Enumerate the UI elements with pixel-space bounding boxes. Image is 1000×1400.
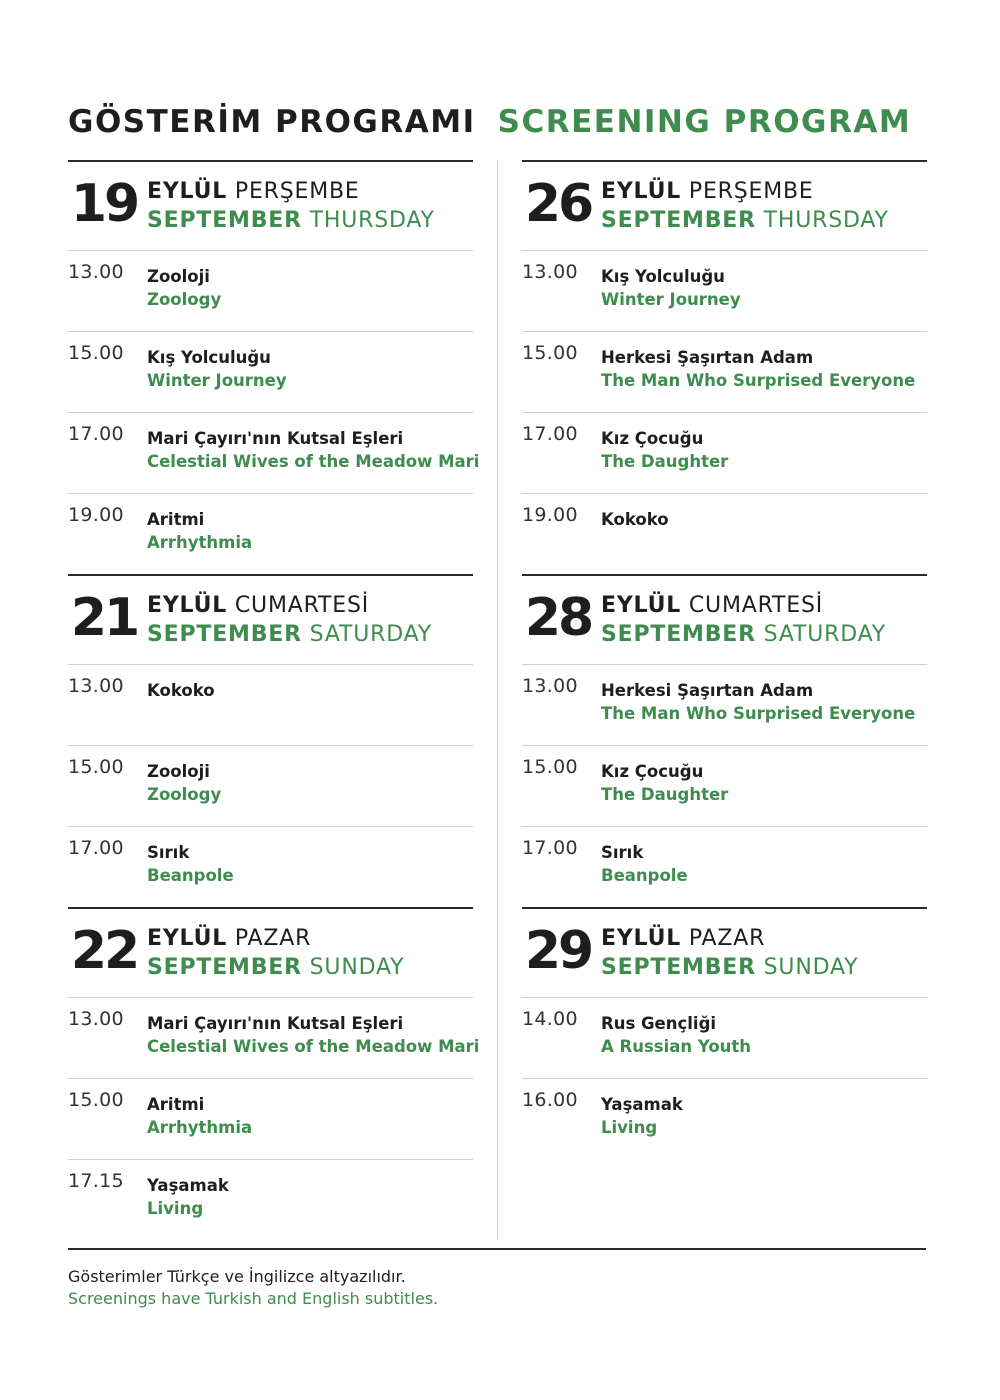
screening-slot bbox=[522, 413, 927, 494]
month-turkish: EYLÜL bbox=[147, 179, 228, 204]
film-title-turkish: Kış Yolculuğu bbox=[147, 348, 271, 367]
day-label-english bbox=[601, 953, 858, 982]
film-title bbox=[601, 1012, 751, 1058]
film-title-turkish: Herkesi Şaşırtan Adam bbox=[601, 348, 814, 367]
screening-time: 19.00 bbox=[522, 504, 578, 526]
screening-time: 15.00 bbox=[522, 342, 578, 364]
film-title bbox=[147, 760, 221, 806]
screening-time: 15.00 bbox=[68, 342, 124, 364]
day-labels bbox=[147, 591, 432, 649]
screening-slot bbox=[522, 746, 927, 827]
screening-slot bbox=[522, 1079, 927, 1159]
film-title bbox=[601, 841, 688, 887]
column-divider bbox=[497, 160, 498, 1240]
weekday-turkish: PAZAR bbox=[688, 926, 766, 951]
film-title-turkish: Kız Çocuğu bbox=[601, 762, 704, 781]
weekday-english: SUNDAY bbox=[309, 955, 405, 980]
film-title-english: The Daughter bbox=[601, 785, 729, 804]
month-turkish: EYLÜL bbox=[147, 593, 228, 618]
day-header bbox=[522, 907, 927, 998]
month-english: SEPTEMBER bbox=[147, 622, 302, 647]
screening-slot bbox=[68, 1079, 473, 1160]
film-title bbox=[147, 1012, 479, 1058]
film-title-turkish: Zooloji bbox=[147, 762, 210, 781]
film-title bbox=[601, 760, 728, 806]
screening-time: 13.00 bbox=[68, 675, 124, 697]
film-title bbox=[601, 427, 728, 473]
day-number: 21 bbox=[70, 588, 138, 648]
film-title-english: Living bbox=[147, 1199, 204, 1218]
weekday-english: SUNDAY bbox=[763, 955, 859, 980]
film-title-turkish: Rus Gençliği bbox=[601, 1014, 717, 1033]
schedule-column-right bbox=[522, 160, 927, 1159]
screening-time: 17.00 bbox=[522, 837, 578, 859]
screening-time: 17.15 bbox=[68, 1170, 124, 1192]
film-title bbox=[601, 346, 915, 392]
film-title-turkish: Sırık bbox=[601, 843, 644, 862]
day-label-english bbox=[601, 620, 886, 649]
day-block bbox=[68, 574, 473, 907]
screening-time: 17.00 bbox=[522, 423, 578, 445]
footer-note-turkish: Gösterimler Türkçe ve İngilizce altyazılıdır. bbox=[68, 1267, 406, 1286]
film-title bbox=[147, 508, 252, 554]
screening-time: 13.00 bbox=[522, 675, 578, 697]
day-labels bbox=[601, 924, 858, 982]
day-number: 22 bbox=[70, 921, 138, 981]
weekday-turkish: CUMARTESİ bbox=[688, 593, 824, 618]
screening-time: 14.00 bbox=[522, 1008, 578, 1030]
film-title bbox=[147, 1093, 252, 1139]
film-title-english: Celestial Wives of the Meadow Mari bbox=[147, 1037, 480, 1056]
screening-time: 17.00 bbox=[68, 423, 124, 445]
screening-slot bbox=[68, 665, 473, 746]
day-block bbox=[68, 160, 480, 574]
day-header bbox=[68, 574, 473, 665]
day-labels bbox=[601, 177, 889, 235]
film-title-turkish: Kış Yolculuğu bbox=[601, 267, 725, 286]
screening-time: 15.00 bbox=[522, 756, 578, 778]
title-english: SCREENING PROGRAM bbox=[497, 104, 912, 140]
day-block bbox=[68, 907, 480, 1240]
film-title-english: Zoology bbox=[147, 785, 222, 804]
weekday-english: SATURDAY bbox=[763, 622, 886, 647]
screening-slot bbox=[68, 746, 473, 827]
day-label-english bbox=[147, 620, 432, 649]
film-title-english: The Man Who Surprised Everyone bbox=[601, 704, 916, 723]
film-title bbox=[601, 1093, 683, 1139]
film-title-english: Winter Journey bbox=[147, 371, 287, 390]
film-title-english: Living bbox=[601, 1118, 658, 1137]
film-title-english: Winter Journey bbox=[601, 290, 741, 309]
film-title-turkish: Aritmi bbox=[147, 510, 205, 529]
film-title-turkish: Mari Çayırı'nın Kutsal Eşleri bbox=[147, 1014, 404, 1033]
screening-slot bbox=[522, 998, 927, 1079]
film-title bbox=[601, 679, 915, 725]
schedule-column-left bbox=[68, 160, 480, 1240]
subtitle-note bbox=[68, 1248, 926, 1310]
screening-slot bbox=[68, 332, 473, 413]
film-title-turkish: Kokoko bbox=[601, 510, 669, 529]
day-number: 29 bbox=[524, 921, 592, 981]
film-title bbox=[147, 1174, 229, 1220]
screening-time: 15.00 bbox=[68, 1089, 124, 1111]
month-english: SEPTEMBER bbox=[147, 208, 302, 233]
month-english: SEPTEMBER bbox=[147, 955, 302, 980]
film-title-english: The Daughter bbox=[601, 452, 729, 471]
day-header bbox=[522, 160, 927, 251]
day-label-turkish bbox=[601, 177, 889, 206]
film-title-turkish: Yaşamak bbox=[147, 1176, 229, 1195]
screening-slot bbox=[68, 1160, 473, 1240]
month-turkish: EYLÜL bbox=[601, 593, 682, 618]
day-block bbox=[522, 574, 927, 907]
film-title-english: The Man Who Surprised Everyone bbox=[601, 371, 916, 390]
film-title-english: Arrhythmia bbox=[147, 533, 253, 552]
day-labels bbox=[601, 591, 886, 649]
film-title-turkish: Kız Çocuğu bbox=[601, 429, 704, 448]
film-title-turkish: Mari Çayırı'nın Kutsal Eşleri bbox=[147, 429, 404, 448]
screening-slot bbox=[522, 494, 927, 574]
month-english: SEPTEMBER bbox=[601, 208, 756, 233]
month-turkish: EYLÜL bbox=[147, 926, 228, 951]
film-title bbox=[601, 265, 741, 311]
day-block bbox=[522, 160, 927, 574]
screening-slot bbox=[522, 827, 927, 907]
day-label-turkish bbox=[147, 924, 404, 953]
film-title-english: Celestial Wives of the Meadow Mari bbox=[147, 452, 480, 471]
film-title-turkish: Yaşamak bbox=[601, 1095, 683, 1114]
month-english: SEPTEMBER bbox=[601, 955, 756, 980]
month-turkish: EYLÜL bbox=[601, 926, 682, 951]
film-title-turkish: Zooloji bbox=[147, 267, 210, 286]
month-english: SEPTEMBER bbox=[601, 622, 756, 647]
film-title-english: Zoology bbox=[147, 290, 222, 309]
film-title bbox=[147, 679, 215, 702]
film-title-english: Beanpole bbox=[147, 866, 234, 885]
screening-slot bbox=[522, 665, 927, 746]
screening-time: 19.00 bbox=[68, 504, 124, 526]
month-turkish: EYLÜL bbox=[601, 179, 682, 204]
screening-time: 13.00 bbox=[68, 261, 124, 283]
day-number: 28 bbox=[524, 588, 592, 648]
film-title bbox=[147, 265, 221, 311]
day-label-turkish bbox=[147, 177, 435, 206]
weekday-turkish: PERŞEMBE bbox=[234, 179, 360, 204]
title-turkish: GÖSTERİM PROGRAMI bbox=[68, 104, 476, 140]
day-number: 26 bbox=[524, 174, 592, 234]
day-labels bbox=[147, 177, 435, 235]
screening-time: 13.00 bbox=[522, 261, 578, 283]
day-label-english bbox=[147, 206, 435, 235]
screening-time: 13.00 bbox=[68, 1008, 124, 1030]
film-title-english: A Russian Youth bbox=[601, 1037, 752, 1056]
day-number: 19 bbox=[70, 174, 138, 234]
film-title-turkish: Kokoko bbox=[147, 681, 215, 700]
day-label-turkish bbox=[601, 924, 858, 953]
day-label-turkish bbox=[601, 591, 886, 620]
day-label-english bbox=[147, 953, 404, 982]
film-title-turkish: Herkesi Şaşırtan Adam bbox=[601, 681, 814, 700]
day-label-english bbox=[601, 206, 889, 235]
film-title bbox=[147, 346, 287, 392]
film-title-english: Beanpole bbox=[601, 866, 688, 885]
screening-slot bbox=[68, 998, 480, 1079]
day-header bbox=[68, 907, 473, 998]
day-header bbox=[68, 160, 473, 251]
film-title bbox=[601, 508, 669, 531]
weekday-english: THURSDAY bbox=[309, 208, 435, 233]
page-title bbox=[68, 104, 938, 144]
film-title bbox=[147, 841, 234, 887]
weekday-turkish: PAZAR bbox=[234, 926, 312, 951]
day-labels bbox=[147, 924, 404, 982]
screening-time: 15.00 bbox=[68, 756, 124, 778]
film-title-turkish: Sırık bbox=[147, 843, 190, 862]
weekday-turkish: CUMARTESİ bbox=[234, 593, 370, 618]
screening-slot bbox=[68, 413, 480, 494]
screening-time: 16.00 bbox=[522, 1089, 578, 1111]
weekday-turkish: PERŞEMBE bbox=[688, 179, 814, 204]
screening-time: 17.00 bbox=[68, 837, 124, 859]
day-header bbox=[522, 574, 927, 665]
day-label-turkish bbox=[147, 591, 432, 620]
screening-slot bbox=[522, 332, 927, 413]
screening-slot bbox=[522, 251, 927, 332]
screening-slot bbox=[68, 494, 473, 574]
weekday-english: SATURDAY bbox=[309, 622, 432, 647]
screening-slot bbox=[68, 827, 473, 907]
weekday-english: THURSDAY bbox=[763, 208, 889, 233]
film-title-english: Arrhythmia bbox=[147, 1118, 253, 1137]
screening-slot bbox=[68, 251, 473, 332]
film-title bbox=[147, 427, 479, 473]
film-title-turkish: Aritmi bbox=[147, 1095, 205, 1114]
day-block bbox=[522, 907, 927, 1159]
footer-note-english: Screenings have Turkish and English subtitles. bbox=[68, 1289, 439, 1308]
